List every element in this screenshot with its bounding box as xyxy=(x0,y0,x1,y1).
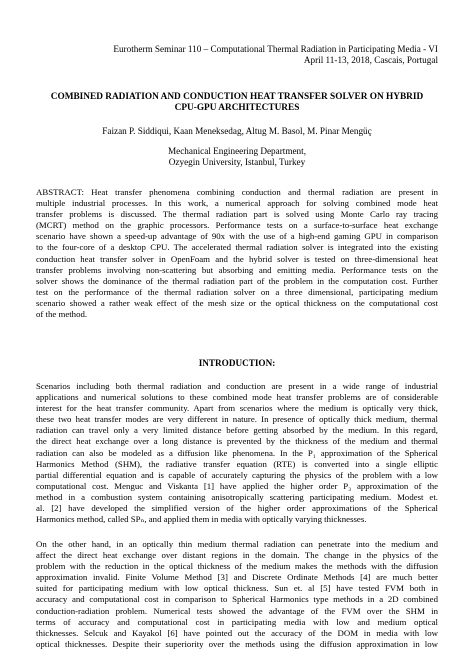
paper-title xyxy=(36,92,438,115)
paragraph-line: these two heat transfer modes are very different in nature. In presence of optically thick medium, thermal xyxy=(36,414,438,425)
paragraph-line: al. [2] have developed the simplified version of the higher order approximations of the Spherical xyxy=(36,503,438,514)
abstract-line: test on the performance of the thermal radiation solver on a three dimensional, participating medium xyxy=(36,286,438,297)
paragraph-line: approximation invalid. Finite Volume Method [3] and Discrete Ordinate Methods [4] are much better xyxy=(36,572,438,583)
affiliation-department: Mechanical Engineering Department, xyxy=(167,146,306,156)
abstract-line: scenario have shown a speed-up advantage of 90x with the use of a high-end gaming GPU in comparison xyxy=(36,231,438,242)
paragraph-line: thicknesses. Selcuk and Kayakol [6] have pointed out the accuracy of the DOM in media with low xyxy=(36,627,438,638)
abstract-line: multiple industrial processes. In this work, a numerical approach for solving combined mode heat xyxy=(36,198,438,209)
abstract xyxy=(36,187,438,320)
paragraph-line: suited for participating medium with low optical thickness. Sun et. al [5] have tested FVM both in xyxy=(36,583,438,594)
abstract-line: transfer problems is discussed. The thermal radiation part is solved using Monte Carlo ray tracing xyxy=(36,209,438,220)
abstract-line: ABSTRACT: Heat transfer phenomena combining conduction and thermal radiation are present in xyxy=(36,187,438,197)
paragraph-line: Harmonics Method (SHM), the radiative transfer equation (RTE) is converted into a single elliptic xyxy=(36,458,438,469)
paragraph-line: interest for the heat transfer community. Apart from scenarios where the medium is optically very thick, xyxy=(36,403,438,414)
paragraph-line: partial differential equation and is capable of accurately capturing the physics of the problem with a low xyxy=(36,469,438,480)
paragraph-line: Scenarios including both thermal radiation and conduction are present in a wide range of industrial xyxy=(36,381,438,391)
paragraph-line: conduction-radiation problem. Numerical tests showed the advantage of the FVM over the SHM in xyxy=(36,605,438,616)
paragraph-line: problem with the reduction in the optical thickness of the medium makes the methods with the diffusion xyxy=(36,561,438,572)
paragraph-line: the direct heat exchange over a long distance is prevented by the thickness of the medium and thermal xyxy=(36,436,438,447)
abstract-line: to the four-core of a desktop CPU. The accelerated thermal radiation solver is integrated into the existing xyxy=(36,242,438,253)
paragraph-line: affect the direct heat exchange over distant regions in the domain. The change in the physics of the xyxy=(36,550,438,561)
abstract-line: conduction heat transfer solver in OpenFoam and the hybrid solver is tested on three-dimensional heat xyxy=(36,253,438,264)
paragraph-line: computational cost. Menguc and Viskanta [1] have applied the higher order P₃ approximation of the xyxy=(36,480,438,491)
paper-title-line-1: COMBINED RADIATION AND CONDUCTION HEAT TRANSFER SOLVER ON HYBRID xyxy=(50,92,424,102)
paragraph-line: optical thicknesses. Despite their superiority over the methods using the diffusion approximation in low xyxy=(36,638,438,649)
paragraph-line: radiation can travel only a very limited distance before getting absorbed by the medium. In this regard, xyxy=(36,425,438,436)
abstract-line: transfer problems involving non-scattering but absorbing and emitting media. Performance tests on the xyxy=(36,264,438,275)
affiliation-university: Ozyegin University, Istanbul, Turkey xyxy=(168,157,306,168)
abstract-line: of the method. xyxy=(36,309,88,320)
paragraph-line: Harmonics method, called SPₙ, and applied them in media with optically varying thicknesses. xyxy=(36,514,367,525)
conference-header xyxy=(113,44,438,67)
abstract-line: (MCRT) method on the graphic processors. Performance tests on a surface-to-surface heat exchange xyxy=(36,220,438,231)
paragraph-line: On the other hand, in an optically thin medium thermal radiation can penetrate into the medium and xyxy=(36,539,438,549)
introduction-heading: INTRODUCTION: xyxy=(198,358,276,368)
author-list: Faizan P. Siddiqui, Kaan Meneksedag, Altug M. Basol, M. Pinar Mengüç xyxy=(102,126,372,136)
conference-name: Eurotherm Seminar 110 – Computational Thermal Radiation in Participating Media - VI xyxy=(113,44,438,54)
paper-title-line-2: CPU-GPU ARCHITECTURES xyxy=(174,103,300,114)
abstract-line: solver shows the dominance of the thermal radiation part of the problem in the computation cost. Further xyxy=(36,275,438,286)
paragraph-line: method in a combustion system containing anisotropically scattering participating medium. Modest et. xyxy=(36,491,438,502)
paragraph-line: radiation can also be modeled as a diffusion like phenomena. In the P₁ approximation of the Spherical xyxy=(36,447,438,458)
conference-date-location: April 11-13, 2018, Cascais, Portugal xyxy=(303,55,438,66)
paragraph-line: terms of accuracy and computational cost in participating media with low and medium optical xyxy=(36,616,438,627)
affiliation xyxy=(36,146,438,169)
introduction-paragraph-2 xyxy=(36,539,438,650)
paragraph-line: accuracy and computational cost in comparison to Spherical Harmonics type methods in a 2D combined xyxy=(36,594,438,605)
introduction-paragraph-1 xyxy=(36,381,438,525)
paragraph-line: applications and numerical solutions to these combined mode heat transfer problems are of considerable xyxy=(36,392,438,403)
abstract-line: scenario showed a rather weak effect of the mesh size or the optical thickness on the computational cost xyxy=(36,297,438,308)
